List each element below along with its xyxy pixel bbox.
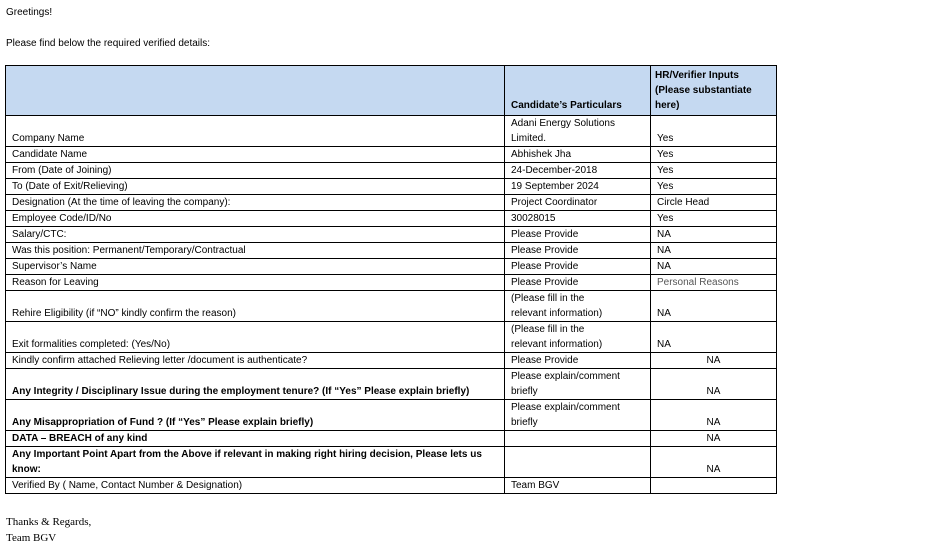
table-row xyxy=(6,163,777,179)
table-row xyxy=(6,275,777,291)
row-candidate: Please Provide xyxy=(505,353,651,369)
signoff-thanks: Thanks & Regards, xyxy=(6,516,92,528)
row-verifier: NA xyxy=(651,243,777,259)
row-candidate-line1: Adani Energy Solutions xyxy=(511,118,615,129)
row-verifier xyxy=(651,478,777,494)
row-verifier: Yes xyxy=(651,163,777,179)
row-field: DATA – BREACH of any kind xyxy=(6,431,505,447)
row-field: From (Date of Joining) xyxy=(6,163,505,179)
table-row xyxy=(6,227,777,243)
table-row xyxy=(6,400,777,431)
table-row xyxy=(6,431,777,447)
row-field: Was this position: Permanent/Temporary/Contractual xyxy=(6,243,505,259)
row-candidate: Please explain/comment briefly xyxy=(505,400,651,431)
header-field xyxy=(6,66,505,116)
table-row xyxy=(6,243,777,259)
row-verifier: NA xyxy=(651,447,777,478)
row-field: Employee Code/ID/No xyxy=(6,211,505,227)
header-verifier-line1: HR/Verifier Inputs xyxy=(655,70,739,81)
row-candidate: 24-December-2018 xyxy=(505,163,651,179)
row-field: Salary/CTC: xyxy=(6,227,505,243)
table-row xyxy=(6,116,777,147)
row-candidate: Team BGV xyxy=(505,478,651,494)
header-verifier-line3: here) xyxy=(655,100,680,111)
row-verifier: NA xyxy=(651,431,777,447)
row-verifier: NA xyxy=(651,227,777,243)
table-row xyxy=(6,195,777,211)
row-verifier: NA xyxy=(651,322,777,353)
header-candidate: Candidate’s Particulars xyxy=(505,66,651,116)
row-candidate-line2: Limited. xyxy=(511,133,547,144)
row-field: Any Misappropriation of Fund ? (If “Yes” Please explain briefly) xyxy=(6,400,505,431)
row-verifier: Yes xyxy=(651,147,777,163)
table-row xyxy=(6,447,777,478)
row-candidate-line1: (Please fill in the xyxy=(511,293,585,304)
row-candidate: Please Provide xyxy=(505,259,651,275)
row-verifier: NA xyxy=(651,291,777,322)
row-candidate-line1: (Please fill in the xyxy=(511,324,585,335)
row-field: To (Date of Exit/Relieving) xyxy=(6,179,505,195)
table-row xyxy=(6,179,777,195)
row-candidate-line2: relevant information) xyxy=(511,308,603,319)
header-verifier-line2: (Please substantiate xyxy=(655,85,752,96)
row-verifier: NA xyxy=(651,369,777,400)
row-verifier: Yes xyxy=(651,211,777,227)
row-field: Candidate Name xyxy=(6,147,505,163)
table-row xyxy=(6,147,777,163)
table-row xyxy=(6,291,777,322)
row-candidate: Please explain/comment briefly xyxy=(505,369,651,400)
row-verifier: NA xyxy=(651,353,777,369)
table-header-row xyxy=(6,66,777,116)
row-candidate: Please Provide xyxy=(505,227,651,243)
row-verifier: Circle Head xyxy=(651,195,777,211)
verification-table xyxy=(5,65,777,494)
row-verifier: Personal Reasons xyxy=(651,275,777,291)
header-verifier xyxy=(651,66,777,116)
row-field: Exit formalities completed: (Yes/No) xyxy=(6,322,505,353)
row-candidate-line2: relevant information) xyxy=(511,339,603,350)
row-verifier: NA xyxy=(651,259,777,275)
table-row xyxy=(6,369,777,400)
row-field: Any Important Point Apart from the Above if relevant in making right hiring decision, Please lets us know: xyxy=(6,447,505,478)
table-row xyxy=(6,322,777,353)
row-candidate xyxy=(505,447,651,478)
row-candidate xyxy=(505,291,651,322)
row-candidate xyxy=(505,116,651,147)
row-candidate: Please Provide xyxy=(505,243,651,259)
greeting-text: Greetings! xyxy=(6,7,53,18)
signoff-team: Team BGV xyxy=(6,532,57,544)
row-candidate: Please Provide xyxy=(505,275,651,291)
row-field: Verified By ( Name, Contact Number & Designation) xyxy=(6,478,505,494)
table-row xyxy=(6,353,777,369)
row-candidate xyxy=(505,322,651,353)
table-row xyxy=(6,259,777,275)
row-candidate: 30028015 xyxy=(505,211,651,227)
row-field: Supervisor’s Name xyxy=(6,259,505,275)
row-candidate: Abhishek Jha xyxy=(505,147,651,163)
row-field: Company Name xyxy=(6,116,505,147)
row-verifier: Yes xyxy=(651,179,777,195)
intro-text: Please find below the required verified details: xyxy=(6,38,211,49)
row-field: Kindly confirm attached Relieving letter /document is authenticate? xyxy=(6,353,505,369)
row-field: Any Integrity / Disciplinary Issue during the employment tenure? (If “Yes” Please explain briefly) xyxy=(6,369,505,400)
row-verifier: Yes xyxy=(651,116,777,147)
table-row xyxy=(6,478,777,494)
row-field: Designation (At the time of leaving the company): xyxy=(6,195,505,211)
row-field: Reason for Leaving xyxy=(6,275,505,291)
row-candidate: 19 September 2024 xyxy=(505,179,651,195)
row-candidate xyxy=(505,431,651,447)
table-row xyxy=(6,211,777,227)
row-field: Rehire Eligibility (if “NO” kindly confirm the reason) xyxy=(6,291,505,322)
row-candidate: Project Coordinator xyxy=(505,195,651,211)
row-verifier: NA xyxy=(651,400,777,431)
